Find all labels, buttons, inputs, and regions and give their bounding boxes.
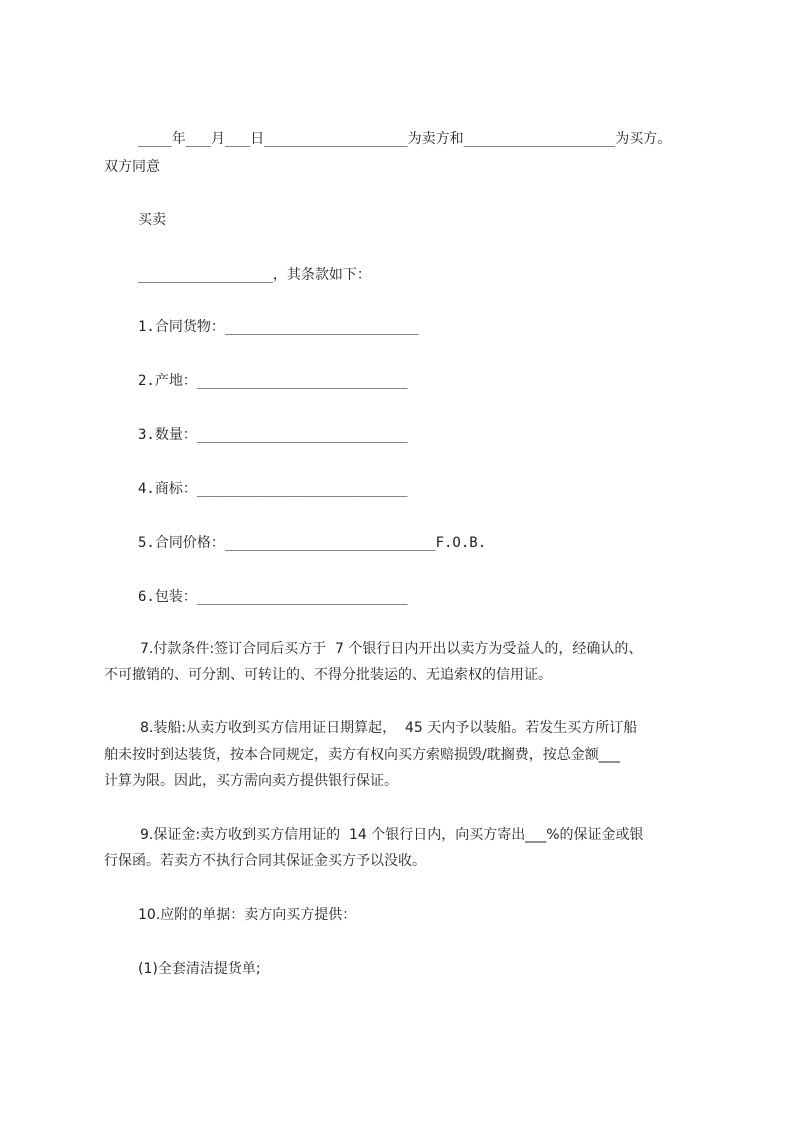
item-1-goods: 1.合同货物：_______________________ — [138, 319, 419, 335]
item-5-price: 5.合同价格：_________________________F.O.B. — [138, 535, 487, 551]
item-9-deposit-line-1: 9.保证金:卖方收到买方信用证的 14 个银行日内，向买方寄出___%的保证金或银 — [140, 827, 644, 843]
item-3-quantity: 3.数量：_________________________ — [138, 427, 408, 443]
item-8-shipment-line-1: 8.装船:从卖方收到买方信用证日期算起， 45 天内予以装船。若发生买方所订船 — [140, 720, 638, 736]
item-8-shipment-line-2: 舶未按时到达装货，按本合同规定，卖方有权向买方索赔损毁/耽搁费，按总金额___ — [104, 747, 620, 763]
terms-intro-line: ________________，其条款如下： — [138, 267, 371, 283]
item-2-origin: 2.产地：_________________________ — [138, 373, 408, 389]
item-10-documents: 10.应附的单据：卖方向买方提供： — [138, 907, 357, 923]
intro-line-1: ____年___月___日_________________为卖方和__________________为买方。 — [138, 131, 672, 147]
sub-item-1-bill-of-lading: (1)全套清洁提货单; — [138, 961, 261, 977]
buy-sell-text: 买卖 — [138, 212, 166, 228]
item-7-payment-line-2: 不可撤销的、可分割、可转让的、不得分批装运的、无追索权的信用证。 — [104, 667, 552, 683]
item-7-payment-line-1: 7.付款条件:签订合同后买方于 7 个银行日内开出以卖方为受益人的，经确认的、 — [140, 641, 643, 657]
item-8-shipment-line-3: 计算为限。因此，买方需向卖方提供银行保证。 — [104, 773, 398, 789]
intro-line-2: 双方同意 — [104, 159, 160, 175]
item-9-deposit-line-2: 行保函。若卖方不执行合同其保证金买方予以没收。 — [104, 853, 426, 869]
item-4-trademark: 4.商标：_________________________ — [138, 481, 408, 497]
item-6-packing: 6.包装：_________________________ — [138, 589, 408, 605]
